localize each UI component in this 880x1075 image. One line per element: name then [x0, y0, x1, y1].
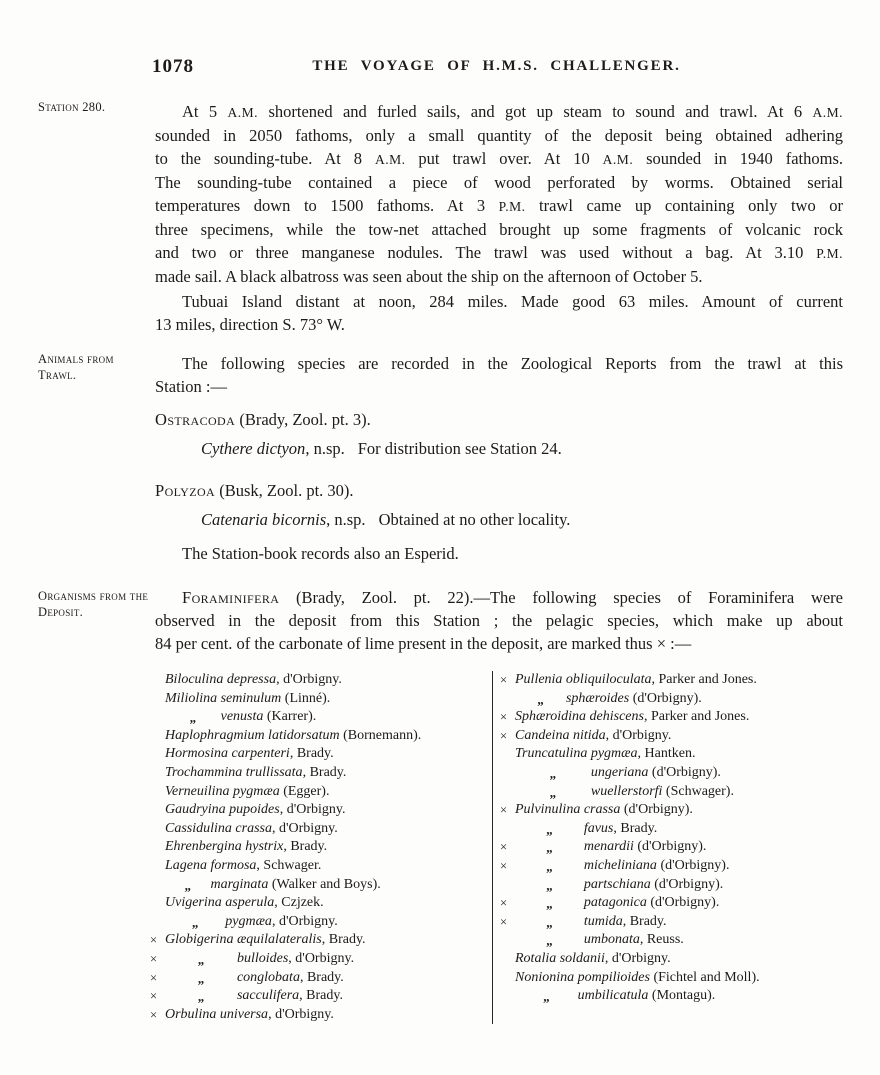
time-abbrev: A.M. [227, 105, 259, 120]
pelagic-marker: × [150, 970, 158, 985]
entry-note: Obtained at no other locality. [378, 510, 571, 529]
species-author: , d'Orbigny. [279, 802, 346, 818]
section-polyzoa [155, 479, 843, 531]
species-row [150, 913, 490, 932]
species-author: , Brady. [622, 913, 667, 929]
taxon-name: Ostracoda [155, 410, 236, 429]
station-book-line: The Station-book records also an Esperid. [182, 544, 459, 563]
species-author: , Brady. [299, 988, 343, 1004]
species-column-right [493, 671, 850, 1024]
ditto-mark: „ [197, 951, 205, 967]
pelagic-marker: × [500, 914, 508, 929]
pelagic-marker: × [150, 933, 158, 948]
pelagic-marker: × [500, 858, 508, 873]
pelagic-marker-empty [150, 745, 165, 764]
species-name: Candeina nitida, d'Orbigny. [515, 727, 672, 743]
species-author: , Czjzek. [274, 895, 324, 911]
species-author: (Montagu). [648, 988, 716, 1004]
species-author: , Brady. [613, 820, 658, 836]
species-author: , d'Orbigny. [288, 950, 355, 966]
species-row [150, 764, 490, 783]
species-row [150, 801, 490, 820]
species-row [500, 876, 850, 895]
ditto-mark: „ [543, 989, 550, 1005]
text-line: Foraminifera (Brady, Zool. pt. 22).—The following species of Foraminifera were [182, 588, 843, 607]
text-line: made sail. A black albatross was seen about the ship on the afternoon of October 5. [155, 267, 703, 286]
species-name: Uvigerina asperula, Czjzek. [165, 895, 324, 911]
species-name: „ pygmæa, d'Orbigny. [165, 913, 490, 932]
time-abbrev: A.M. [602, 152, 634, 167]
species-row [150, 671, 490, 690]
species-author: , Brady. [302, 764, 347, 780]
text-line: 84 per cent. of the carbonate of lime present in the deposit, are marked thus × :— [155, 634, 692, 653]
species-row [500, 857, 850, 876]
taxon-heading: Ostracoda (Brady, Zool. pt. 3). [155, 410, 371, 429]
paragraph-tubuai [155, 290, 843, 336]
ditto-mark: „ [546, 896, 553, 912]
species-row [500, 913, 850, 932]
species-author: (Fichtel and Moll). [649, 969, 760, 985]
text-line: Tubuai Island distant at noon, 284 miles. Made good 63 miles. Amount of current [182, 292, 843, 311]
species-name: „ marginata (Walker and Boys). [165, 876, 490, 895]
pelagic-marker: × [500, 728, 508, 743]
species-row [500, 987, 850, 1006]
pelagic-marker-empty [150, 876, 165, 895]
species-author: , Schwager. [256, 857, 322, 873]
species-author: , d'Orbigny. [276, 672, 342, 687]
pelagic-marker-empty [500, 969, 515, 988]
paragraph-station-log [155, 100, 843, 288]
pelagic-marker-empty [150, 857, 165, 876]
pelagic-marker-empty [150, 913, 165, 932]
species-row [150, 987, 490, 1006]
species-row [150, 838, 490, 857]
species-row [150, 690, 490, 709]
species-row [500, 727, 850, 746]
pelagic-marker-empty [150, 671, 165, 690]
page-number: 1078 [152, 56, 194, 77]
species-name: Sphæroidina dehiscens, Parker and Jones. [515, 709, 750, 725]
pelagic-marker-empty [500, 764, 515, 783]
ditto-mark: „ [546, 858, 553, 874]
species-name: Truncatulina pygmæa, Hantken. [515, 746, 696, 762]
species-name: „ umbilicatula (Montagu). [515, 987, 850, 1006]
species-row [500, 950, 850, 969]
species-name: Trochammina trullissata, Brady. [165, 764, 347, 780]
species-name: Lagena formosa, Schwager. [165, 857, 322, 873]
pelagic-marker: × [500, 803, 508, 818]
species-row [500, 801, 850, 820]
species-row [150, 969, 490, 988]
species-entry: Cythere dictyon, n.sp. For distribution see Station 24. [201, 439, 562, 458]
paragraph-foraminifera [155, 586, 843, 655]
text-line: sounded in 2050 fathoms, only a small quantity of the deposit being obtained adhering [155, 126, 843, 145]
species-row [500, 820, 850, 839]
species-row [150, 950, 490, 969]
text-line: three specimens, while the tow-net attached brought up some fragments of volcanic rock [155, 220, 843, 239]
species-name: Nonionina pompilioides (Fichtel and Moll). [515, 969, 760, 985]
species-row [150, 931, 490, 950]
species-row [500, 969, 850, 988]
pelagic-marker: × [500, 710, 508, 725]
species-list [150, 671, 850, 1024]
pelagic-marker: × [150, 989, 158, 1004]
ditto-mark: „ [546, 877, 553, 893]
species-entry: Catenaria bicornis, n.sp. Obtained at no other locality. [201, 510, 571, 529]
text-line: to the sounding-tube. At 8 A.M. put trawl over. At 10 A.M. sounded in 1940 fathoms. [155, 149, 843, 168]
ditto-mark: „ [189, 710, 197, 726]
time-abbrev: A.M. [812, 105, 843, 120]
species-author: , Brady. [283, 839, 328, 855]
species-name: „ favus, Brady. [515, 820, 850, 839]
pelagic-marker: × [500, 840, 508, 855]
species-row [500, 745, 850, 764]
species-binomial: Catenaria bicornis [201, 510, 327, 529]
species-row [500, 931, 850, 950]
species-row [500, 838, 850, 857]
taxon-name: Polyzoa [155, 481, 216, 500]
species-row [500, 894, 850, 913]
ditto-mark: „ [546, 933, 553, 949]
pelagic-marker-empty [500, 820, 515, 839]
pelagic-marker-empty [150, 690, 165, 709]
species-author: , d'Orbigny. [604, 950, 671, 966]
species-author: , Parker and Jones. [643, 709, 750, 725]
species-name: „ menardii (d'Orbigny). [515, 838, 850, 857]
ditto-mark: „ [197, 989, 205, 1005]
species-name: „ conglobata, Brady. [165, 969, 490, 988]
ditto-mark: „ [546, 914, 553, 930]
species-name: „ micheliniana (d'Orbigny). [515, 857, 850, 876]
station-book-note [155, 542, 843, 565]
species-author: , Parker and Jones. [651, 672, 757, 687]
species-row [150, 783, 490, 802]
ditto-mark: „ [184, 877, 191, 893]
ditto-mark: „ [191, 914, 199, 930]
pelagic-marker: × [500, 896, 508, 911]
species-row [150, 857, 490, 876]
time-abbrev: P.M. [498, 199, 526, 214]
species-name: „ patagonica (d'Orbigny). [515, 894, 850, 913]
species-name: Ehrenbergina hystrix, Brady. [165, 839, 328, 855]
ditto-mark: „ [197, 970, 205, 986]
species-name: Verneuilina pygmæa (Egger). [165, 783, 330, 799]
species-author: (Egger). [279, 783, 330, 799]
paragraph-species-intro [155, 352, 843, 398]
species-author: , Brady. [321, 932, 366, 948]
species-author: (d'Orbigny). [633, 839, 707, 855]
species-author: (Linné). [281, 690, 331, 706]
species-author: , d'Orbigny. [605, 727, 672, 743]
species-name: Haplophragmium latidorsatum (Bornemann). [165, 727, 422, 743]
species-author: (d'Orbigny). [656, 857, 730, 873]
species-author: , d'Orbigny. [271, 913, 338, 929]
species-name: „ sacculifera, Brady. [165, 987, 490, 1006]
species-row [150, 876, 490, 895]
species-name: „ sphæroides (d'Orbigny). [515, 690, 850, 709]
species-row [150, 1006, 490, 1025]
pelagic-marker-empty [150, 894, 165, 913]
pelagic-marker-empty [500, 745, 515, 764]
species-author: , Reuss. [639, 932, 684, 948]
pelagic-marker-empty [150, 783, 165, 802]
species-name: Orbulina universa, d'Orbigny. [165, 1006, 334, 1022]
species-author: , Hantken. [637, 746, 696, 762]
species-author: (Schwager). [662, 783, 734, 799]
ditto-mark: „ [549, 765, 557, 781]
species-author: (d'Orbigny). [648, 764, 721, 780]
time-abbrev: P.M. [816, 246, 843, 261]
species-name: „ bulloides, d'Orbigny. [165, 950, 490, 969]
species-author: (d'Orbigny). [650, 876, 724, 892]
species-row [150, 820, 490, 839]
pelagic-marker-empty [500, 950, 515, 969]
species-binomial: Cythere dictyon [201, 439, 306, 458]
text-line: The sounding-tube contained a piece of wood perforated by worms. Obtained serial [155, 173, 843, 192]
species-author: (Walker and Boys). [268, 876, 381, 892]
entry-note: For distribution see Station 24. [357, 439, 562, 458]
pelagic-marker-empty [500, 783, 515, 802]
taxon-heading: Polyzoa (Busk, Zool. pt. 30). [155, 481, 354, 500]
species-name: „ wuellerstorfi (Schwager). [515, 783, 850, 802]
species-row [150, 745, 490, 764]
text-line: Station :— [155, 377, 227, 396]
text-line: 13 miles, direction S. 73° W. [155, 315, 345, 334]
species-author: , d'Orbigny. [271, 820, 338, 836]
pelagic-marker-empty [500, 876, 515, 895]
species-name: Hormosina carpenteri, Brady. [165, 746, 334, 762]
species-row [500, 671, 850, 690]
species-name: Rotalia soldanii, d'Orbigny. [515, 950, 671, 966]
ditto-mark: „ [546, 821, 553, 837]
pelagic-marker-empty [150, 764, 165, 783]
species-name: „ ungeriana (d'Orbigny). [515, 764, 850, 783]
pelagic-marker-empty [500, 690, 515, 709]
species-author: (Karrer). [263, 709, 317, 725]
pelagic-marker: × [500, 673, 508, 687]
ditto-mark: „ [537, 691, 544, 707]
pelagic-marker-empty [150, 801, 165, 820]
species-name: „ umbonata, Reuss. [515, 931, 850, 950]
species-author: , Brady. [289, 746, 334, 762]
text-line: The following species are recorded in the Zoological Reports from the trawl at this [182, 354, 843, 373]
pelagic-marker-empty [150, 838, 165, 857]
text-line: At 5 A.M. shortened and furled sails, and got up steam to sound and trawl. At 6 A.M. [182, 102, 843, 121]
species-row [150, 894, 490, 913]
species-name: „ venusta (Karrer). [165, 708, 490, 727]
pelagic-marker-empty [150, 727, 165, 746]
text-line: and two or three manganese nodules. The trawl was used without a bag. At 3.10 P.M. [155, 243, 843, 262]
species-name: Miliolina seminulum (Linné). [165, 690, 331, 706]
pelagic-marker: × [150, 1007, 158, 1022]
species-author: (d'Orbigny). [620, 802, 693, 818]
pelagic-marker: × [150, 951, 158, 966]
species-author: (d'Orbigny). [646, 895, 720, 911]
species-column-left [150, 671, 493, 1024]
running-title: THE VOYAGE OF H.M.S. CHALLENGER. [312, 58, 681, 74]
species-name: Cassidulina crassa, d'Orbigny. [165, 820, 338, 836]
margin-note-animals-from-trawl: Animals from Trawl. [38, 352, 114, 382]
species-name: Gaudryina pupoides, d'Orbigny. [165, 802, 346, 818]
species-author: , d'Orbigny. [268, 1006, 334, 1022]
pelagic-marker-empty [150, 820, 165, 839]
pelagic-marker-empty [500, 931, 515, 950]
species-author: (d'Orbigny). [629, 690, 702, 706]
species-author: , Brady. [299, 969, 344, 985]
species-name: „ partschiana (d'Orbigny). [515, 876, 850, 895]
species-row [500, 764, 850, 783]
species-row [500, 708, 850, 727]
species-name: Pulvinulina crassa (d'Orbigny). [515, 802, 693, 818]
page-header [150, 56, 843, 82]
species-name: Biloculina depressa, d'Orbigny. [165, 672, 342, 687]
text-line: observed in the deposit from this Station ; the pelagic species, which make up about [155, 611, 843, 630]
species-author: (Bornemann). [339, 727, 422, 743]
ditto-mark: „ [546, 840, 553, 856]
species-row [500, 690, 850, 709]
foraminifera-heading: Foraminifera [182, 588, 280, 607]
pelagic-marker-empty [500, 987, 515, 1006]
species-name: „ tumida, Brady. [515, 913, 850, 932]
margin-note-station: Station 280. [38, 100, 106, 114]
species-name: Pullenia obliquiloculata, Parker and Jones. [515, 672, 757, 687]
margin-note-organisms-from-deposit: Organisms from the Deposit. [38, 589, 149, 619]
time-abbrev: A.M. [374, 152, 406, 167]
pelagic-marker-empty [150, 708, 165, 727]
species-name: Globigerina æquilalateralis, Brady. [165, 932, 366, 948]
section-ostracoda [155, 408, 843, 460]
species-row [150, 727, 490, 746]
text-line: temperatures down to 1500 fathoms. At 3 P.M. trawl came up containing only two or [155, 196, 843, 215]
ditto-mark: „ [549, 784, 557, 800]
species-row [150, 708, 490, 727]
species-row [500, 783, 850, 802]
